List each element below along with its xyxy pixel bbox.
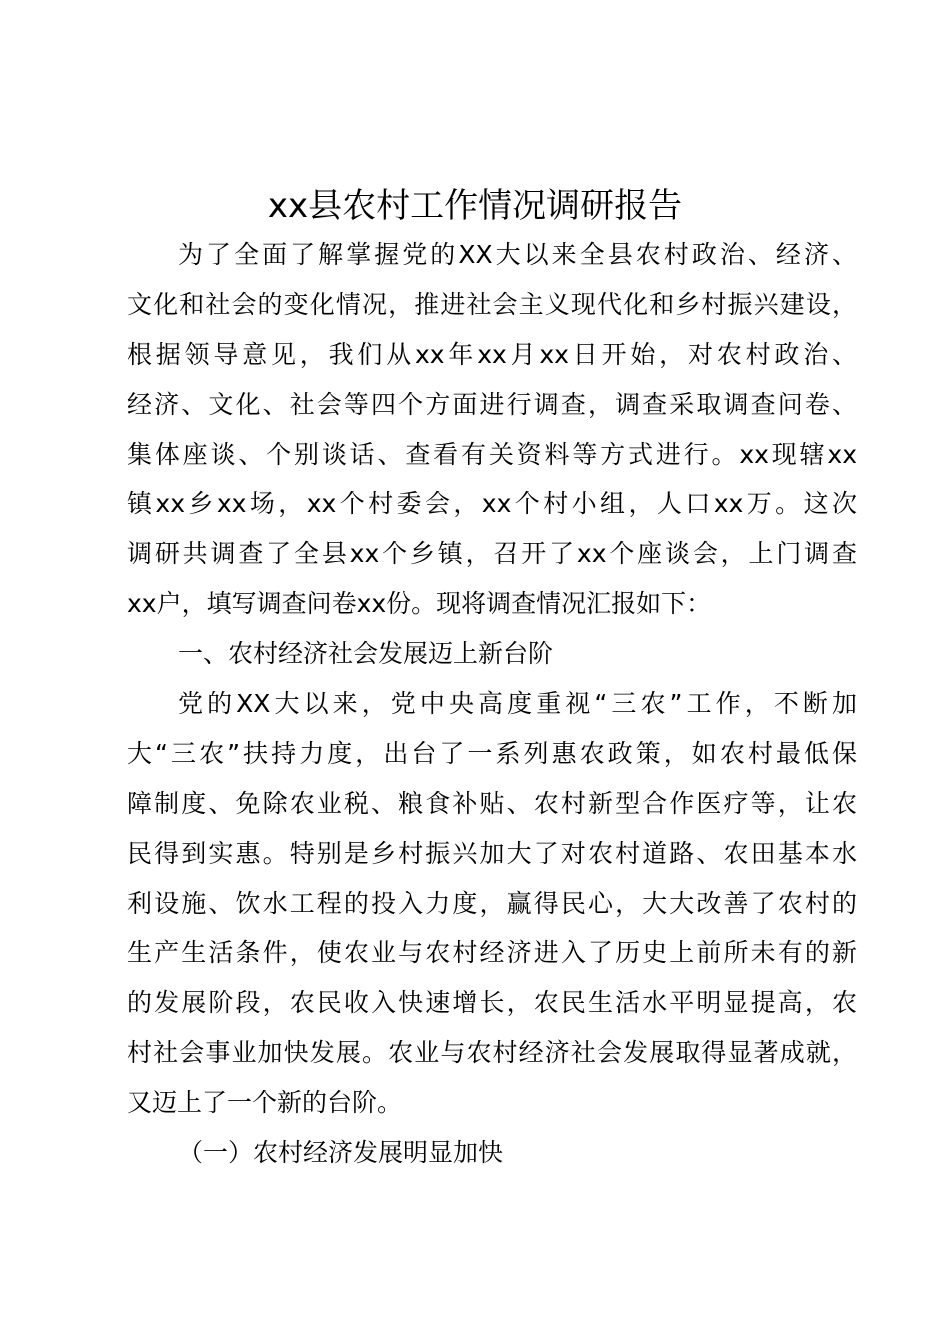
text-line: 文化和社会的变化情况，推进社会主义现代化和乡村振兴建设， xyxy=(127,289,857,319)
text-line: 镇xx乡xx场，xx个村委会，xx个村小组，人口xx万。这次 xyxy=(127,489,857,519)
text-line: 又迈上了一个新的台阶。 xyxy=(127,1088,403,1118)
text-line: （一）农村经济发展明显加快 xyxy=(178,1138,504,1168)
text-line: 经济、文化、社会等四个方面进行调查，调查采取调查问卷、 xyxy=(127,389,857,419)
text-line: 利设施、饮水工程的投入力度，赢得民心，大大改善了农村的 xyxy=(127,888,857,918)
text-line: xx户，填写调查问卷xx份。现将调查情况汇报如下： xyxy=(127,589,712,619)
text-line: 根据领导意见，我们从xx年xx月xx日开始，对农村政治、 xyxy=(127,339,857,369)
text-line: 调研共调查了全县xx个乡镇，召开了xx个座谈会，上门调查 xyxy=(127,539,857,569)
text-line: 党的XX大以来，党中央高度重视“三农”工作，不断加 xyxy=(178,689,857,719)
text-line: 民得到实惠。特别是乡村振兴加大了对农村道路、农田基本水 xyxy=(127,838,857,868)
text-line: 一、农村经济社会发展迈上新台阶 xyxy=(178,639,554,669)
document-title: xx县农村工作情况调研报告 xyxy=(267,186,683,226)
text-line: 的发展阶段，农民收入快速增长，农民生活水平明显提高，农 xyxy=(127,988,857,1018)
document-body xyxy=(127,230,857,1178)
text-line: 障制度、免除农业税、粮食补贴、农村新型合作医疗等，让农 xyxy=(127,788,857,818)
text-line: 大“三农”扶持力度，出台了一系列惠农政策，如农村最低保 xyxy=(127,738,857,768)
text-line: 集体座谈、个别谈话、查看有关资料等方式进行。xx现辖xx xyxy=(127,439,857,469)
text-line: 为了全面了解掌握党的XX大以来全县农村政治、经济、 xyxy=(178,240,857,269)
text-line: 村社会事业加快发展。农业与农村经济社会发展取得显著成就， xyxy=(127,1038,857,1068)
text-line: 生产生活条件，使农业与农村经济进入了历史上前所未有的新 xyxy=(127,938,857,968)
